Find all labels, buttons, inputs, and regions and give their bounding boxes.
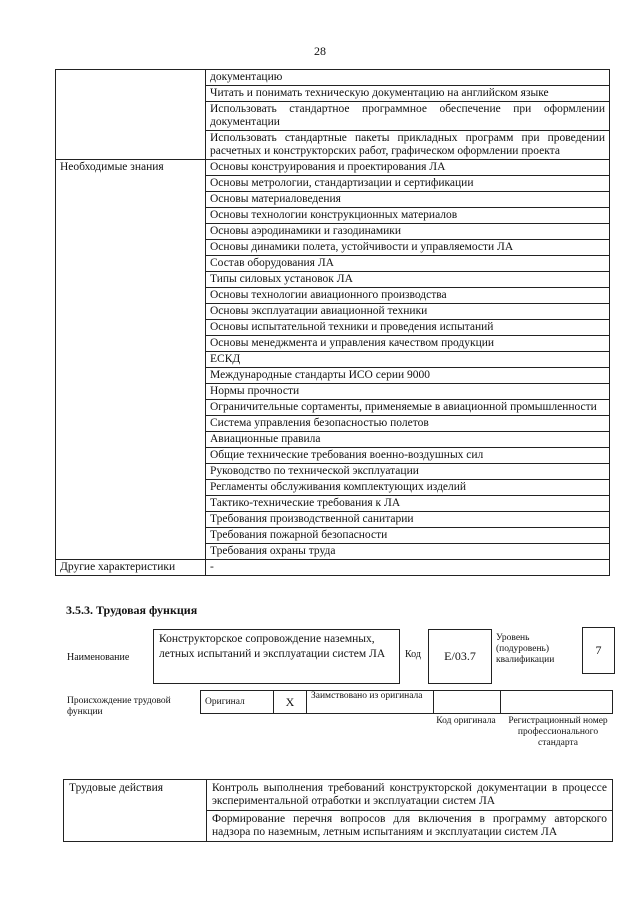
skill-item: Читать и понимать техническую документацию на английском языке xyxy=(206,86,610,102)
function-name-value: Конструкторское сопровождение наземных, летных испытаний и эксплуатации систем ЛА xyxy=(159,633,386,660)
knowledge-item: Состав оборудования ЛА xyxy=(206,256,610,272)
knowledge-item: Основы технологии конструкционных материалов xyxy=(206,208,610,224)
action-item: Формирование перечня вопросов для включения в программу авторского надзора по наземным, летным испытаниям и эксплуатации систем ЛА xyxy=(207,811,613,842)
section-title: 3.5.3. Трудовая функция xyxy=(66,603,198,617)
origin-code-cell xyxy=(434,691,501,714)
knowledge-item: Нормы прочности xyxy=(206,384,610,400)
knowledge-item: Основы испытательной техники и проведения испытаний xyxy=(206,320,610,336)
function-code-value: E/03.7 xyxy=(428,629,492,684)
knowledge-item: Требования производственной санитарии xyxy=(206,512,610,528)
skill-item: Использовать стандартные пакеты прикладных программ при проведении расчетных и конструкторских работ, графическом оформлении проекта xyxy=(206,131,610,160)
code-label: Код xyxy=(405,649,421,660)
table-row xyxy=(56,70,610,86)
origin-table xyxy=(200,690,613,714)
level-value: 7 xyxy=(582,627,615,674)
table-row xyxy=(56,560,610,576)
actions-table xyxy=(63,779,613,842)
knowledge-item: ЕСКД xyxy=(206,352,610,368)
knowledge-item: Международные стандарты ИСО серии 9000 xyxy=(206,368,610,384)
knowledge-item: Руководство по технической эксплуатации xyxy=(206,464,610,480)
page-number: 28 xyxy=(314,44,326,58)
origin-reg-caption: Регистрационный номер профессионального стандарта xyxy=(508,716,608,748)
origin-label: Происхождение трудовой функции xyxy=(67,696,171,717)
origin-borrowed: Заимствовано из оригинала xyxy=(307,691,434,714)
knowledge-item: Общие технические требования военно-воздушных сил xyxy=(206,448,610,464)
knowledge-item: Авиационные правила xyxy=(206,432,610,448)
table-row xyxy=(56,160,610,176)
origin-mark: X xyxy=(274,691,307,714)
knowledge-label: Необходимые знания xyxy=(56,160,206,560)
other-value: - xyxy=(206,560,610,576)
actions-label: Трудовые действия xyxy=(64,780,207,842)
origin-code-caption: Код оригинала xyxy=(436,716,496,726)
knowledge-item: Регламенты обслуживания комплектующих изделий xyxy=(206,480,610,496)
other-label: Другие характеристики xyxy=(56,560,206,576)
skills-label-cell xyxy=(56,70,206,160)
knowledge-item: Основы конструирования и проектирования ЛА xyxy=(206,160,610,176)
name-label: Наименование xyxy=(67,652,130,663)
knowledge-item: Основы аэродинамики и газодинамики xyxy=(206,224,610,240)
function-name-box xyxy=(153,629,400,684)
knowledge-item: Основы материаловедения xyxy=(206,192,610,208)
origin-reg-cell xyxy=(501,691,613,714)
knowledge-item: Требования охраны труда xyxy=(206,544,610,560)
knowledge-item: Основы динамики полета, устойчивости и управляемости ЛА xyxy=(206,240,610,256)
knowledge-item: Тактико-технические требования к ЛА xyxy=(206,496,610,512)
knowledge-item: Требования пожарной безопасности xyxy=(206,528,610,544)
knowledge-item: Типы силовых установок ЛА xyxy=(206,272,610,288)
table-row xyxy=(64,780,613,811)
knowledge-item: Ограничительные сортаменты, применяемые в авиационной промышленности xyxy=(206,400,610,416)
level-label: Уровень (подуровень) квалификации xyxy=(496,633,555,665)
origin-original: Оригинал xyxy=(201,691,274,714)
knowledge-item: Основы метрологии, стандартизации и сертификации xyxy=(206,176,610,192)
knowledge-item: Основы эксплуатации авиационной техники xyxy=(206,304,610,320)
skill-item: Использовать стандартное программное обеспечение при оформлении документации xyxy=(206,102,610,131)
knowledge-item: Система управления безопасностью полетов xyxy=(206,416,610,432)
knowledge-item: Основы технологии авиационного производства xyxy=(206,288,610,304)
knowledge-item: Основы менеджмента и управления качеством продукции xyxy=(206,336,610,352)
skill-item: документацию xyxy=(206,70,610,86)
action-item: Контроль выполнения требований конструкторской документации в процессе экспериментальной отработки и эксплуатации систем ЛА xyxy=(207,780,613,811)
requirements-table xyxy=(55,69,610,576)
